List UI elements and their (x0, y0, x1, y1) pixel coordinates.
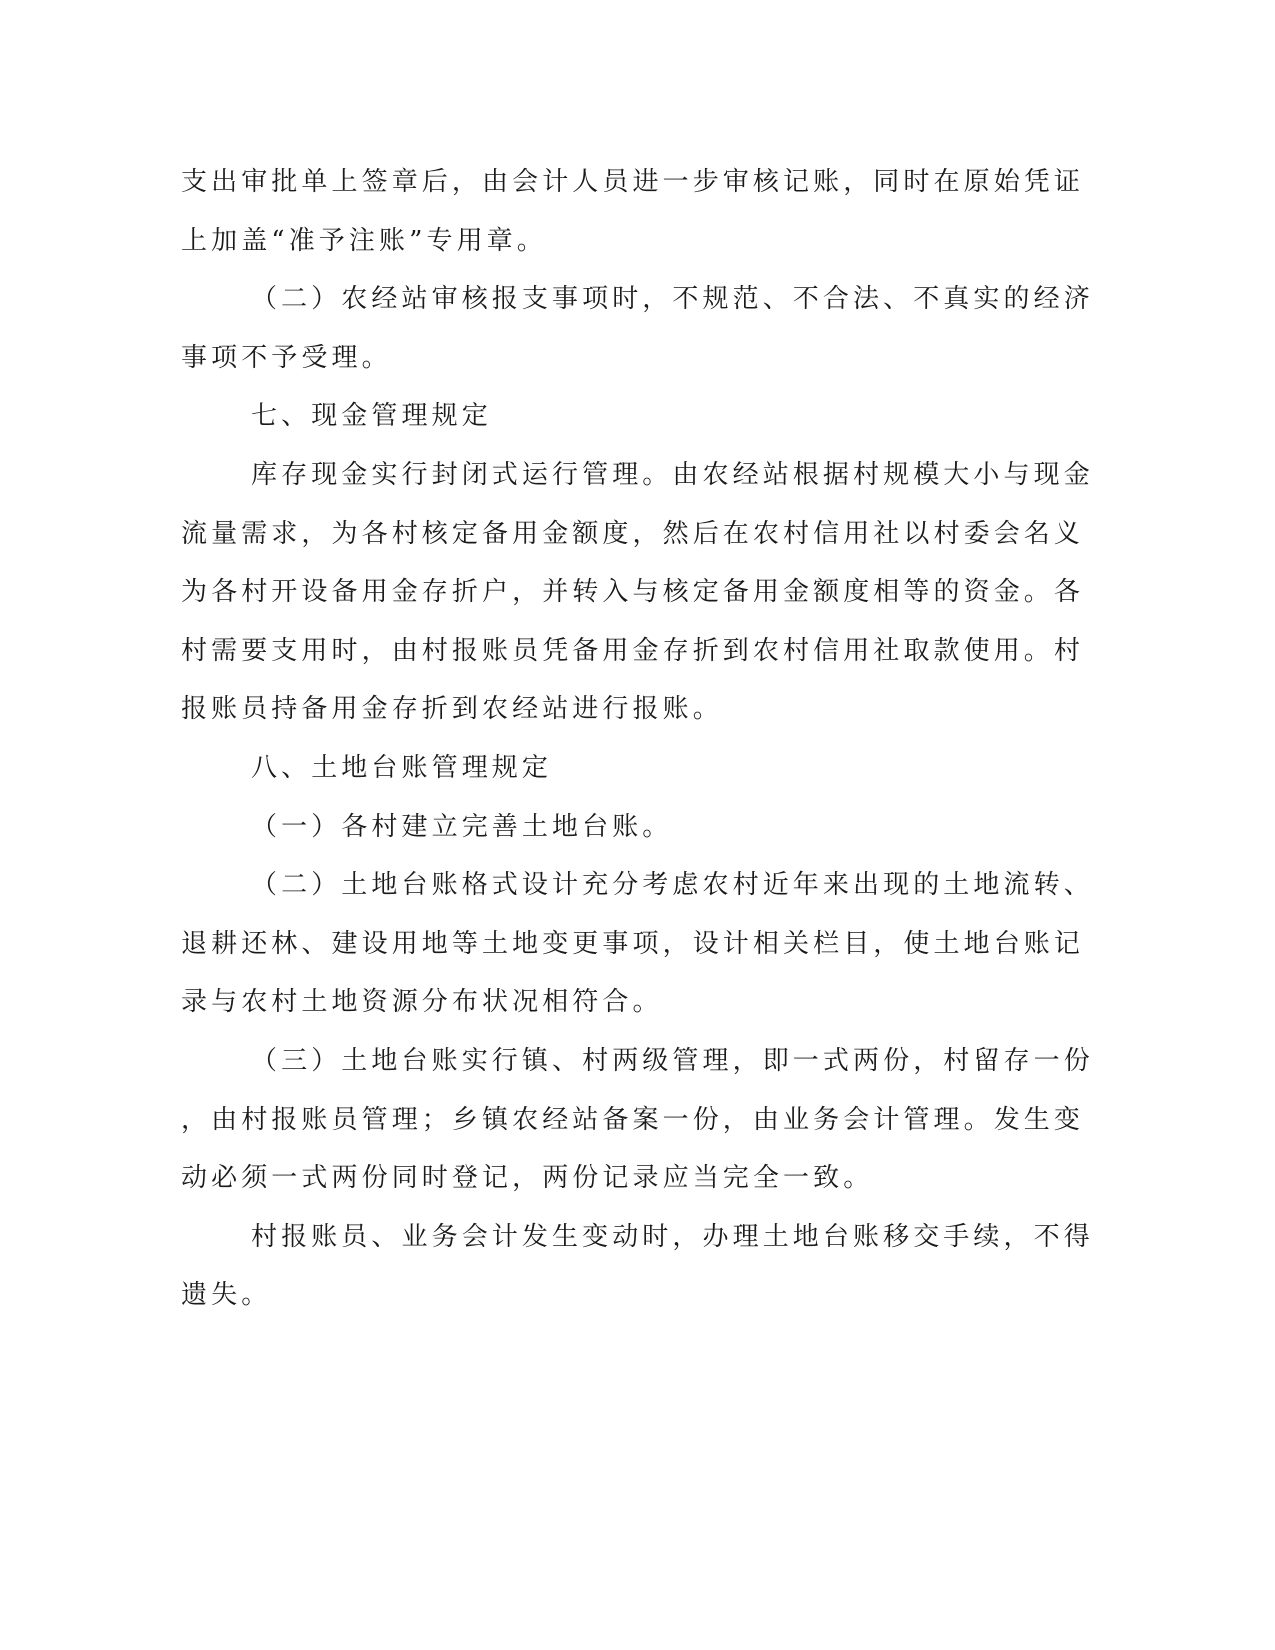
text-line: （一）各村建立完善土地台账。 (251, 811, 673, 842)
section-heading (181, 387, 1031, 446)
paragraph (181, 856, 1094, 1032)
paragraph (181, 446, 1094, 739)
paragraph (181, 270, 1094, 387)
text-line: 库存现金实行封闭式运行管理。由农经站根据村规模大小与现金 (251, 459, 1094, 490)
paragraph (181, 1032, 1094, 1208)
paragraph (181, 1208, 1094, 1325)
text-line: 录与农村土地资源分布状况相符合。 (181, 987, 663, 1018)
text-line: 为各村开设备用金存折户，并转入与核定备用金额度相等的资金。各 (181, 577, 1085, 608)
text-line: （二）农经站审核报支事项时，不规范、不合法、不真实的经济 (251, 284, 1094, 315)
heading-text: 八、土地台账管理规定 (251, 752, 553, 783)
text-line: （三）土地台账实行镇、村两级管理，即一式两份，村留存一份 (251, 1045, 1094, 1076)
paragraph (181, 153, 1085, 270)
text-line: （二）土地台账格式设计充分考虑农村近年来出现的土地流转、 (251, 870, 1094, 901)
text-line: 动必须一式两份同时登记，两份记录应当完全一致。 (181, 1163, 874, 1194)
paragraph (181, 798, 1031, 857)
text-line: 村报账员、业务会计发生变动时，办理土地台账移交手续，不得 (251, 1221, 1094, 1252)
heading-text: 七、现金管理规定 (251, 401, 492, 432)
text-line: 流量需求，为各村核定备用金额度，然后在农村信用社以村委会名义 (181, 518, 1085, 549)
text-line: 报账员持备用金存折到农经站进行报账。 (181, 694, 723, 725)
text-line: ，由村报账员管理；乡镇农经站备案一份，由业务会计管理。发生变 (181, 1104, 1085, 1135)
text-line: 退耕还林、建设用地等土地变更事项，设计相关栏目，使土地台账记 (181, 928, 1085, 959)
text-line: 村需要支用时，由村报账员凭备用金存折到农村信用社取款使用。村 (181, 635, 1085, 666)
text-line: 支出审批单上签章后，由会计人员进一步审核记账，同时在原始凭证 (181, 167, 1085, 197)
text-line: 遗失。 (181, 1280, 272, 1311)
section-heading (181, 739, 1031, 798)
text-line: 上加盖“准予注账”专用章。 (181, 225, 547, 256)
text-line: 事项不予受理。 (181, 342, 392, 373)
document-body (181, 153, 1094, 1325)
